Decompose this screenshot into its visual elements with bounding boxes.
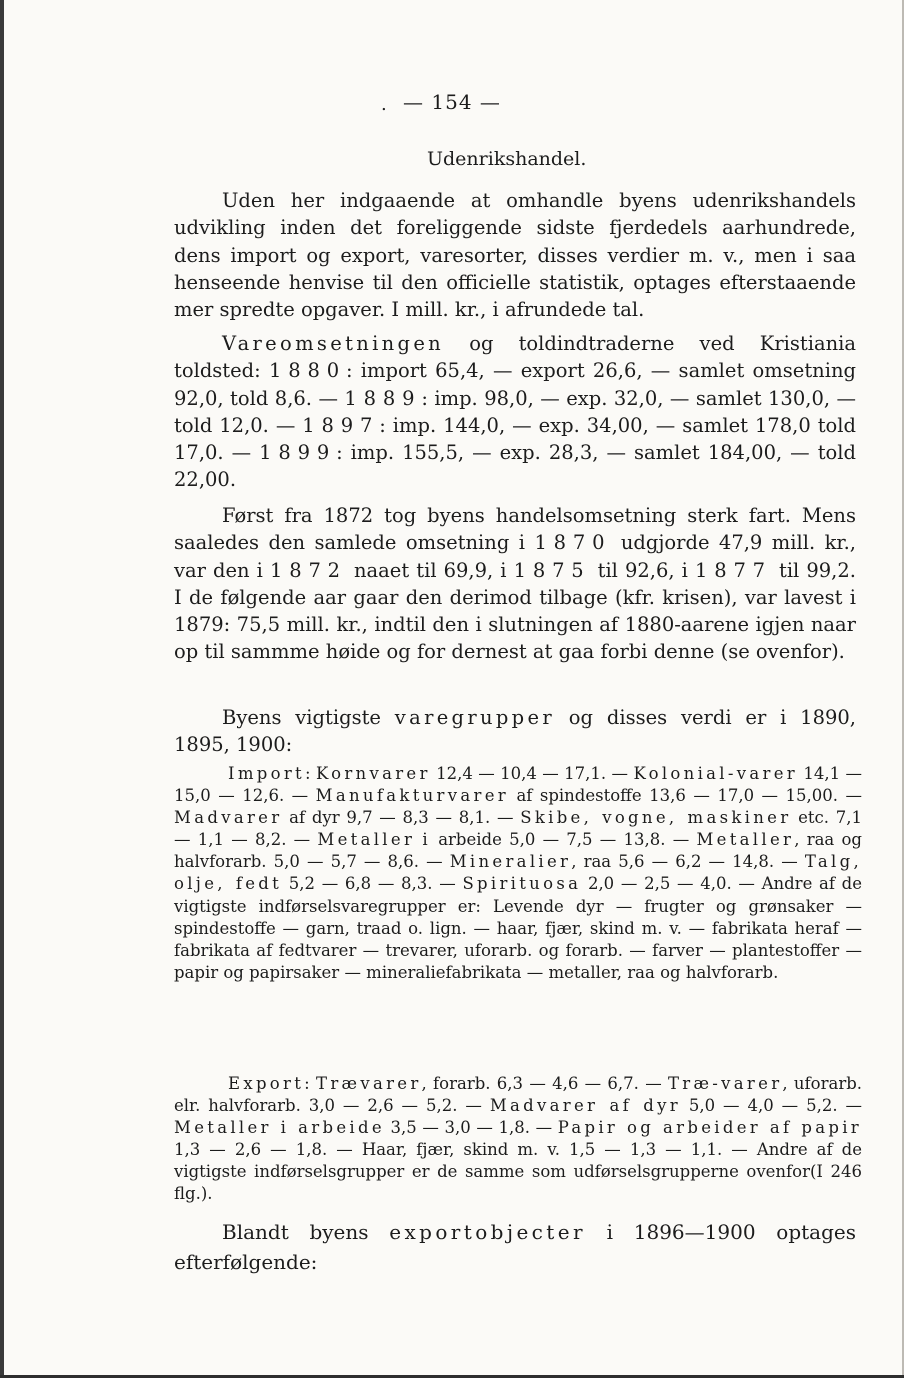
text-segment: udgjorde 47,9 mill. kr., var den i [174, 531, 856, 582]
text-segment: : [304, 1074, 317, 1093]
paragraph-varegrupper [174, 704, 856, 759]
year-1875: 1875 [513, 558, 591, 582]
text-segment: 14,1 — 15,0 — 12,6. — [174, 764, 862, 806]
text-segment: 3,5 — 3,0 — 1,8. — [384, 1118, 558, 1138]
label-i: i [422, 830, 431, 850]
label-traevarer-uforarb: Træ-varer [668, 1074, 783, 1093]
year-1897: 1897 [302, 413, 380, 437]
text-segment: , forarb. 6,3 — 4,6 — 6,7. — [421, 1074, 668, 1093]
text-segment: , raa og halvforarb. 5,0 — 5,7 — 8,6. — [174, 830, 862, 872]
label-kornvarer: Kornvarer [315, 764, 431, 783]
text-segment: naaet til 69,9, i [346, 558, 514, 582]
label-madvarer-af-dyr: Madvarer af dyr [489, 1096, 681, 1116]
text-segment: til 99,2. I de følgende aar gaar den derimod tilbage (kfr. krisen), var lavest i 1879: 75,5 mill. kr., indtil den i slutningen af 1880-aarene igjen naar op til sammme høide og for dernest at gaa forbi denne (se ovenfor). [174, 558, 856, 664]
text-segment: og disses verdi er i 1890, 1895, 1900: [174, 706, 856, 757]
label-manufakturvarer: Manufakturvarer [315, 786, 509, 806]
text-segment: 2,0 — 2,5 — 4,0. — Andre af de vigtigste indførselsvaregrupper er: Levende dyr — frugter og grønsaker — spindestoffe — garn, traad o. lign. — haar, fjær, skind m. v. — fabrikata heraf — fabrikata af fedtvarer — trevarer, uforarb. og forarb. — farver — plantestoffer — papir og papirsaker — mineraliefabrikata — metaller, raa og halvforarb. [174, 874, 862, 982]
year-1899: 1899 [259, 441, 337, 465]
year-1889: 1889 [344, 386, 422, 410]
text-segment: Først fra 1872 tog byens handelsomsetning sterk fart. Mens saaledes den samlede omsetning i [174, 504, 856, 555]
year-1872: 1872 [269, 558, 347, 582]
scan-edge-left [0, 0, 4, 1378]
text-segment: Byens vigtigste [222, 706, 395, 729]
page-number: — 154 — [403, 90, 501, 114]
label-metaller-i-arbeide: Metaller i arbeide [174, 1118, 385, 1138]
import-list [174, 763, 862, 984]
text-segment: arbeide 5,0 — 7,5 — 13,8. — [430, 830, 697, 850]
label-papir-og-arbeider: Papir og arbeider af papir [557, 1118, 862, 1138]
text-segment: 5,0 — 4,0 — 5,2. — [680, 1096, 863, 1116]
year-1870: 1870 [534, 531, 612, 555]
section-title: Udenrikshandel. [427, 148, 587, 170]
label-spirituosa: Spirituosa [462, 874, 582, 894]
term-exportobjecter: exportobjecter [389, 1220, 586, 1244]
text-segment: : [304, 764, 316, 783]
paragraph-intro-text: Uden her indgaaende at omhandle byens udenrikshandels udvikling inden det foreliggende sidste fjerdedels aarhundrede, dens import og export, varesorter, disses verdier m. v., men i saa henseende henvise til den officielle statistik, optages efterstaaende mer spredte opgaver. I mill. kr., i afrundede tal. [174, 189, 856, 322]
text-segment: i 1896—1900 optages efterfølgende: [174, 1220, 856, 1274]
page-dot: . [381, 94, 387, 115]
label-metaller-raa: Metaller [696, 830, 795, 850]
label-skibe-vogne-maskiner: Skibe, vogne, maskiner [520, 808, 792, 828]
term-varegrupper: varegrupper [394, 706, 555, 729]
label-export: Export [228, 1074, 305, 1093]
text-segment: Blandt byens [222, 1220, 390, 1244]
label-madvarer: Madvarer [174, 808, 283, 828]
term-vareomsetningen: Vareomsetningen [222, 332, 445, 355]
text-segment: og toldindtraderne ved Kristiania toldsted: [174, 332, 856, 383]
export-list [174, 1073, 862, 1206]
text-segment: 1,3 — 2,6 — 1,8. — Haar, fjær, skind m. v. 1,5 — 1,3 — 1,1. — Andre af de vigtigste indførselsgrupper er de samme som udførselsgrupperne ovenfor(I 246 flg.). [174, 1140, 862, 1204]
year-1880: 1880 [269, 359, 346, 383]
paragraph-intro [174, 187, 856, 323]
label-traevarer-forarb: Trævarer [316, 1074, 422, 1093]
year-1877: 1877 [694, 558, 772, 582]
text-segment: af spindestoffe 13,6 — 17,0 — 15,00. — [508, 786, 863, 806]
text-segment: til 92,6, i [590, 558, 695, 582]
text-segment: 12,4 — 10,4 — 17,1. — [430, 764, 634, 783]
text-segment: , uforarb. elr. halvforarb. 3,0 — 2,6 — 5,2. — [174, 1074, 863, 1116]
label-import: Import [228, 764, 305, 783]
text-segment: af dyr 9,7 — 8,3 — 8,1. — [282, 808, 521, 828]
text-segment: : imp. 98,0, — exp. 32,0, — samlet 130,0, — told 12,0. — [174, 386, 856, 437]
label-mineralier: Mineralier [449, 852, 572, 872]
text-segment: : imp. 155,5, — exp. 28,3, — samlet 184,00, — told 22,00. [174, 441, 856, 492]
text-segment: : import 65,4, — export 26,6, — samlet omsetning 92,0, told 8,6. — [174, 359, 856, 410]
paragraph-exportobjecter [174, 1217, 856, 1277]
label-metaller-i-arbeide: Metaller [317, 830, 416, 850]
text-segment: , raa 5,6 — 6,2 — 14,8. — [571, 852, 805, 872]
text-segment: 5,2 — 6,8 — 8,3. — [282, 874, 463, 894]
label-kolonialvarer: Kolonial-varer [633, 764, 798, 783]
text-segment: : imp. 144,0, — exp. 34,00, — samlet 178,0 told 17,0. — [174, 413, 856, 465]
label-talg-olje-fedt: Talg, olje, fedt [174, 852, 863, 894]
text-segment: etc. 7,1 — 1,1 — 8,2. — [174, 808, 862, 850]
paragraph-vareomsetning [174, 330, 856, 494]
paragraph-handelsomsetning [174, 502, 856, 666]
